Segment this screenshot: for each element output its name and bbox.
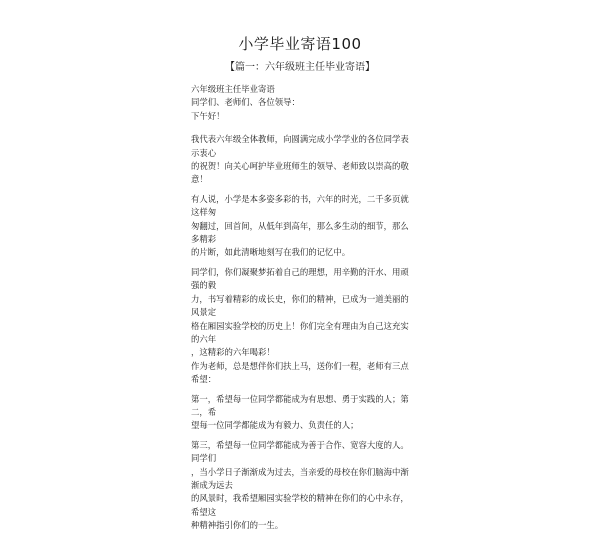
paragraph: 同学们，你们凝聚梦拓着自己的理想，用辛勤的汗水、用顽强的毅 力，书写着精彩的成长史，你们的精神，已成为一道美丽的风景定 格在厢园实验学校的历史上！你们完全有理由为自己这充实的六年 ，这精彩的六年喝彩！ bbox=[191, 266, 409, 358]
paragraph: 第一，希望每一位同学都能成为有思想、勇于实践的人；第二，希 望每一位同学都能成为有毅力、负责任的人； bbox=[191, 393, 409, 431]
greeting-address: 同学们、老师们、各位领导： bbox=[191, 97, 300, 108]
paragraph: 我代表六年级全体教师，向圆满完成小学学业的各位同学表示衷心 的祝贺！向关心呵护毕业班师生的领导、老师致以崇高的敬意！ bbox=[191, 134, 409, 185]
paragraph: 作为老师，总是想伴你们扶上马，送你们一程，老师有三点希望： bbox=[191, 360, 409, 385]
document-subtitle: 【篇一：六年级班主任毕业寄语】 bbox=[225, 62, 375, 73]
greeting-heading: 六年级班主任毕业寄语 bbox=[191, 84, 275, 94]
paragraph: 第三，希望每一位同学都能成为善于合作、宽容大度的人。同学们 ，当小学日子渐渐成为过去，当亲爱的母校在你们脑海中渐渐成为远去 的风景时，我希望厢园实验学校的精神在你们的心中永存，希望这 种精神指引你们的一生。 bbox=[191, 439, 409, 531]
paragraph: 有人说，小学是本多姿多彩的书，六年的时光，二千多页就这样匆 匆翻过，回首间，从低年到高年，那么多生动的细节，那么多精彩 的片断，如此清晰地刻写在我们的记忆中。 bbox=[191, 193, 409, 258]
document-title: 小学毕业寄语100 bbox=[238, 35, 362, 53]
document-body bbox=[191, 83, 413, 533]
greeting-salutation: 下午好！ bbox=[191, 110, 225, 121]
